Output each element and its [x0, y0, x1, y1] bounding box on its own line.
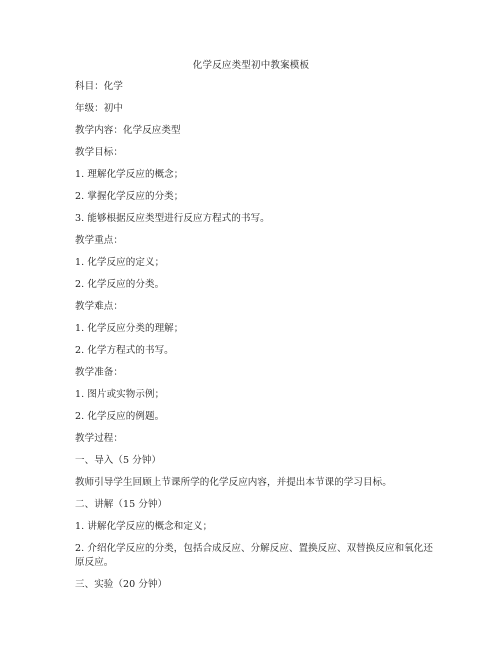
- preparation-heading: 教学准备：: [75, 367, 124, 378]
- key-points-heading: 教学重点：: [75, 235, 124, 246]
- objective-item: 1. 理解化学反应的概念；: [75, 169, 184, 180]
- difficulties-heading: 教学难点：: [75, 301, 124, 312]
- subject-line: 科目：化学: [75, 81, 124, 92]
- document-title: 化学反应类型初中教案模板: [192, 60, 310, 71]
- objective-item: 2. 掌握化学反应的分类；: [75, 191, 184, 202]
- objective-item: 3. 能够根据反应类型进行反应方程式的书写。: [75, 213, 270, 224]
- difficulty-item: 1. 化学反应分类的理解；: [75, 323, 184, 334]
- key-point-item: 1. 化学反应的定义；: [75, 257, 165, 268]
- paragraph: 教师引导学生回顾上节课所学的化学反应内容，并提出本节课的学习目标。: [75, 477, 392, 488]
- explanation-item: 1. 讲解化学反应的概念和定义；: [75, 521, 213, 532]
- content-line: 教学内容：化学反应类型: [75, 125, 181, 136]
- objectives-heading: 教学目标：: [75, 147, 124, 158]
- grade-line: 年级：初中: [75, 103, 124, 114]
- process-heading: 教学过程：: [75, 433, 124, 444]
- section-heading: 一、导入（5 分钟）: [75, 455, 162, 466]
- preparation-item: 2. 化学反应的例题。: [75, 411, 165, 422]
- difficulty-item: 2. 化学方程式的书写。: [75, 345, 174, 356]
- section-heading: 三、实验（20 分钟）: [75, 579, 168, 590]
- key-point-item: 2. 化学反应的分类。: [75, 279, 165, 290]
- preparation-item: 1. 图片或实物示例；: [75, 389, 165, 400]
- section-heading: 二、讲解（15 分钟）: [75, 499, 168, 510]
- explanation-item: 2. 介绍化学反应的分类，包括合成反应、分解反应、置换反应、双替换反应和氧化还原反应。: [75, 543, 433, 568]
